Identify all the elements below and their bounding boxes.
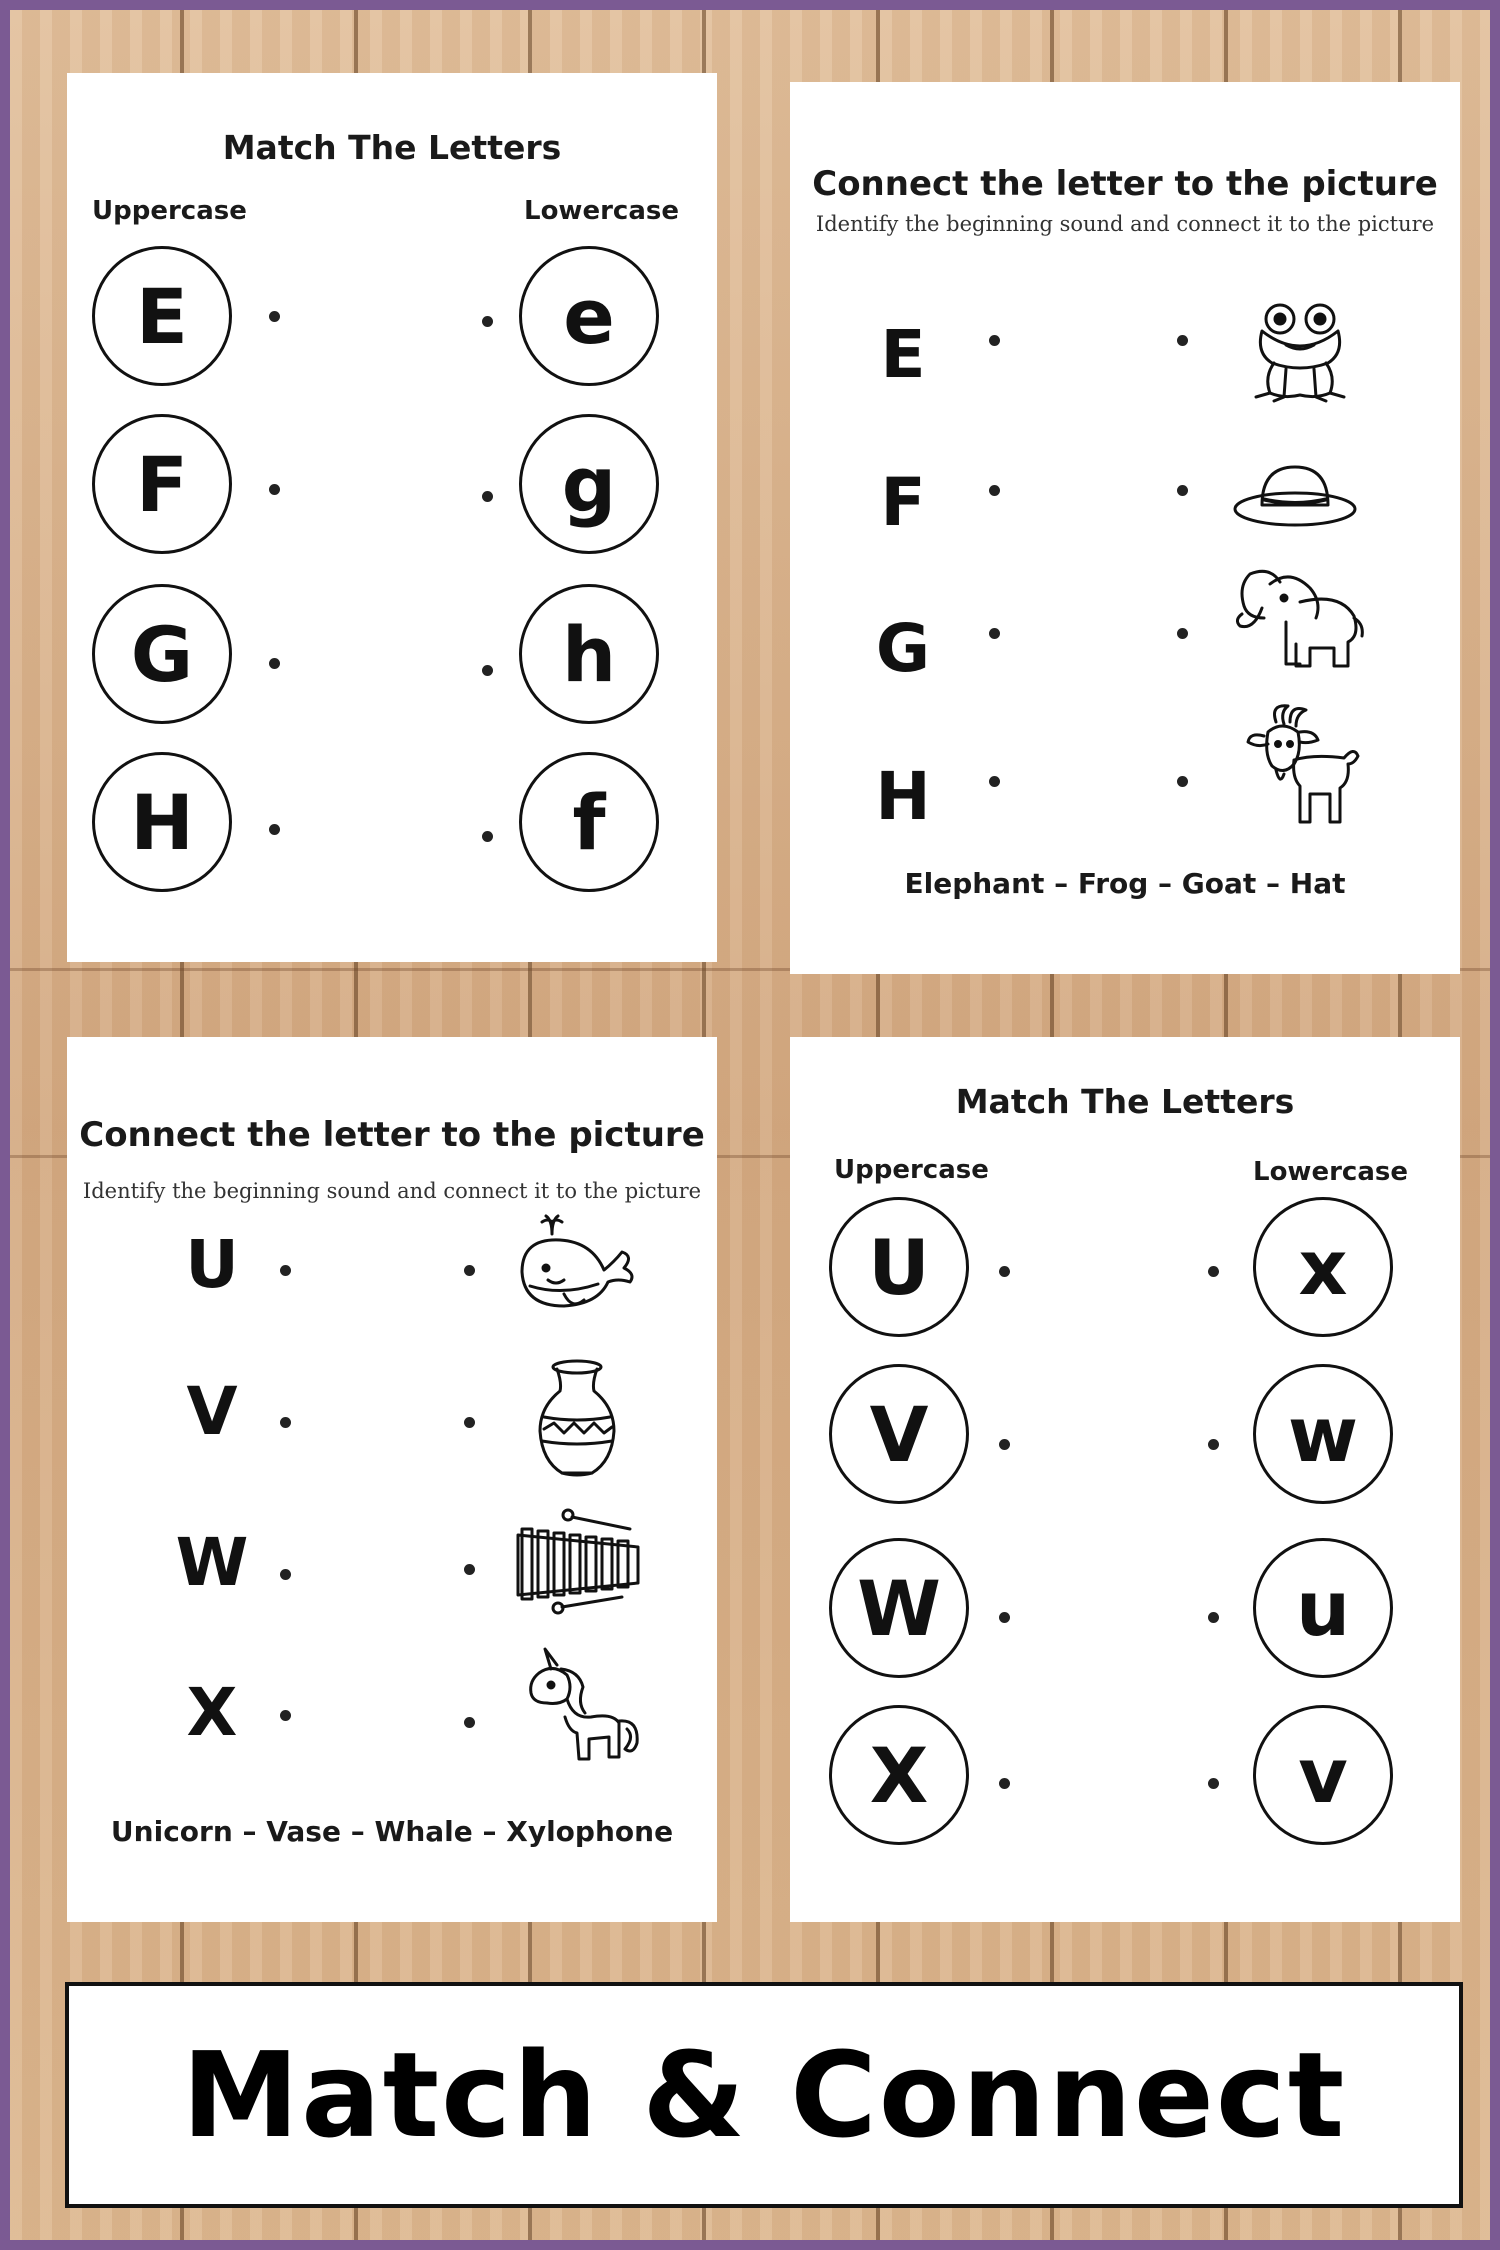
hat-icon: [1230, 457, 1360, 537]
letter: F: [880, 464, 926, 541]
lowercase-letter-circle: h: [519, 584, 659, 724]
connect-dot[interactable]: [1208, 1439, 1219, 1450]
connect-dot[interactable]: [482, 831, 493, 842]
connect-dot[interactable]: [280, 1417, 291, 1428]
connect-dot[interactable]: [989, 628, 1000, 639]
lowercase-letter-circle: f: [519, 752, 659, 892]
uppercase-label: Uppercase: [834, 1155, 989, 1185]
connect-dot[interactable]: [999, 1778, 1010, 1789]
match-letters-sheet-2: [790, 1037, 1460, 1922]
uppercase-letter-circle: W: [829, 1538, 969, 1678]
sheet-title: Connect the letter to the picture: [812, 164, 1438, 204]
lowercase-label: Lowercase: [1253, 1157, 1408, 1187]
connect-dot[interactable]: [269, 311, 280, 322]
connect-dot[interactable]: [1177, 628, 1188, 639]
letter: H: [875, 758, 931, 835]
connect-dot[interactable]: [1177, 335, 1188, 346]
connect-dot[interactable]: [999, 1266, 1010, 1277]
vase-icon: [532, 1357, 622, 1482]
letter: G: [875, 610, 931, 687]
connect-dot[interactable]: [1208, 1778, 1219, 1789]
uppercase-letter-circle: V: [829, 1364, 969, 1504]
connect-dot[interactable]: [269, 658, 280, 669]
connect-dot[interactable]: [1208, 1612, 1219, 1623]
connect-dot[interactable]: [999, 1612, 1010, 1623]
uppercase-letter-circle: G: [92, 584, 232, 724]
connect-picture-sheet-1: [790, 82, 1460, 974]
connect-dot[interactable]: [482, 665, 493, 676]
connect-dot[interactable]: [464, 1265, 475, 1276]
sheet-title: Match The Letters: [955, 1082, 1295, 1121]
sheet-subtitle: Identify the beginning sound and connect it to the picture: [815, 212, 1435, 236]
lowercase-letter-circle: v: [1253, 1705, 1393, 1845]
connect-dot[interactable]: [464, 1564, 475, 1575]
uppercase-letter-circle: X: [829, 1705, 969, 1845]
connect-dot[interactable]: [280, 1265, 291, 1276]
uppercase-letter-circle: H: [92, 752, 232, 892]
lowercase-letter-circle: u: [1253, 1538, 1393, 1678]
connect-dot[interactable]: [999, 1439, 1010, 1450]
sheet-title: Connect the letter to the picture: [79, 1115, 705, 1155]
sheet-subtitle: Identify the beginning sound and connect it to the picture: [82, 1179, 702, 1203]
connect-dot[interactable]: [989, 485, 1000, 496]
connect-dot[interactable]: [482, 316, 493, 327]
letter: W: [175, 1524, 249, 1601]
letter: U: [185, 1226, 239, 1303]
goat-icon: [1240, 702, 1365, 832]
connect-dot[interactable]: [464, 1717, 475, 1728]
connect-dot[interactable]: [464, 1417, 475, 1428]
lowercase-label: Lowercase: [524, 196, 679, 226]
connect-dot[interactable]: [989, 335, 1000, 346]
word-bank: Elephant – Frog – Goat – Hat: [904, 867, 1346, 900]
connect-dot[interactable]: [1208, 1266, 1219, 1277]
connect-dot[interactable]: [482, 491, 493, 502]
uppercase-letter-circle: F: [92, 414, 232, 554]
connect-picture-sheet-2: [67, 1037, 717, 1922]
sheet-title: Match The Letters: [222, 128, 562, 167]
match-letters-sheet-1: [67, 73, 717, 962]
uppercase-label: Uppercase: [92, 196, 247, 226]
word-bank: Unicorn – Vase – Whale – Xylophone: [110, 1815, 674, 1848]
lowercase-letter-circle: g: [519, 414, 659, 554]
connect-dot[interactable]: [1177, 776, 1188, 787]
letter: X: [186, 1674, 238, 1751]
connect-dot[interactable]: [989, 776, 1000, 787]
connect-dot[interactable]: [269, 484, 280, 495]
lowercase-letter-circle: w: [1253, 1364, 1393, 1504]
connect-dot[interactable]: [269, 824, 280, 835]
letter: V: [186, 1373, 238, 1450]
whale-icon: [512, 1212, 642, 1322]
letter: E: [880, 316, 926, 393]
banner-title: Match & Connect: [181, 2026, 1347, 2164]
connect-dot[interactable]: [1177, 485, 1188, 496]
uppercase-letter-circle: U: [829, 1197, 969, 1337]
elephant-icon: [1230, 562, 1370, 677]
unicorn-icon: [517, 1647, 647, 1772]
title-banner: [65, 1982, 1463, 2208]
connect-dot[interactable]: [280, 1569, 291, 1580]
uppercase-letter-circle: E: [92, 246, 232, 386]
lowercase-letter-circle: x: [1253, 1197, 1393, 1337]
frog-icon: [1240, 297, 1360, 407]
lowercase-letter-circle: e: [519, 246, 659, 386]
connect-dot[interactable]: [280, 1710, 291, 1721]
xylophone-icon: [512, 1507, 647, 1617]
